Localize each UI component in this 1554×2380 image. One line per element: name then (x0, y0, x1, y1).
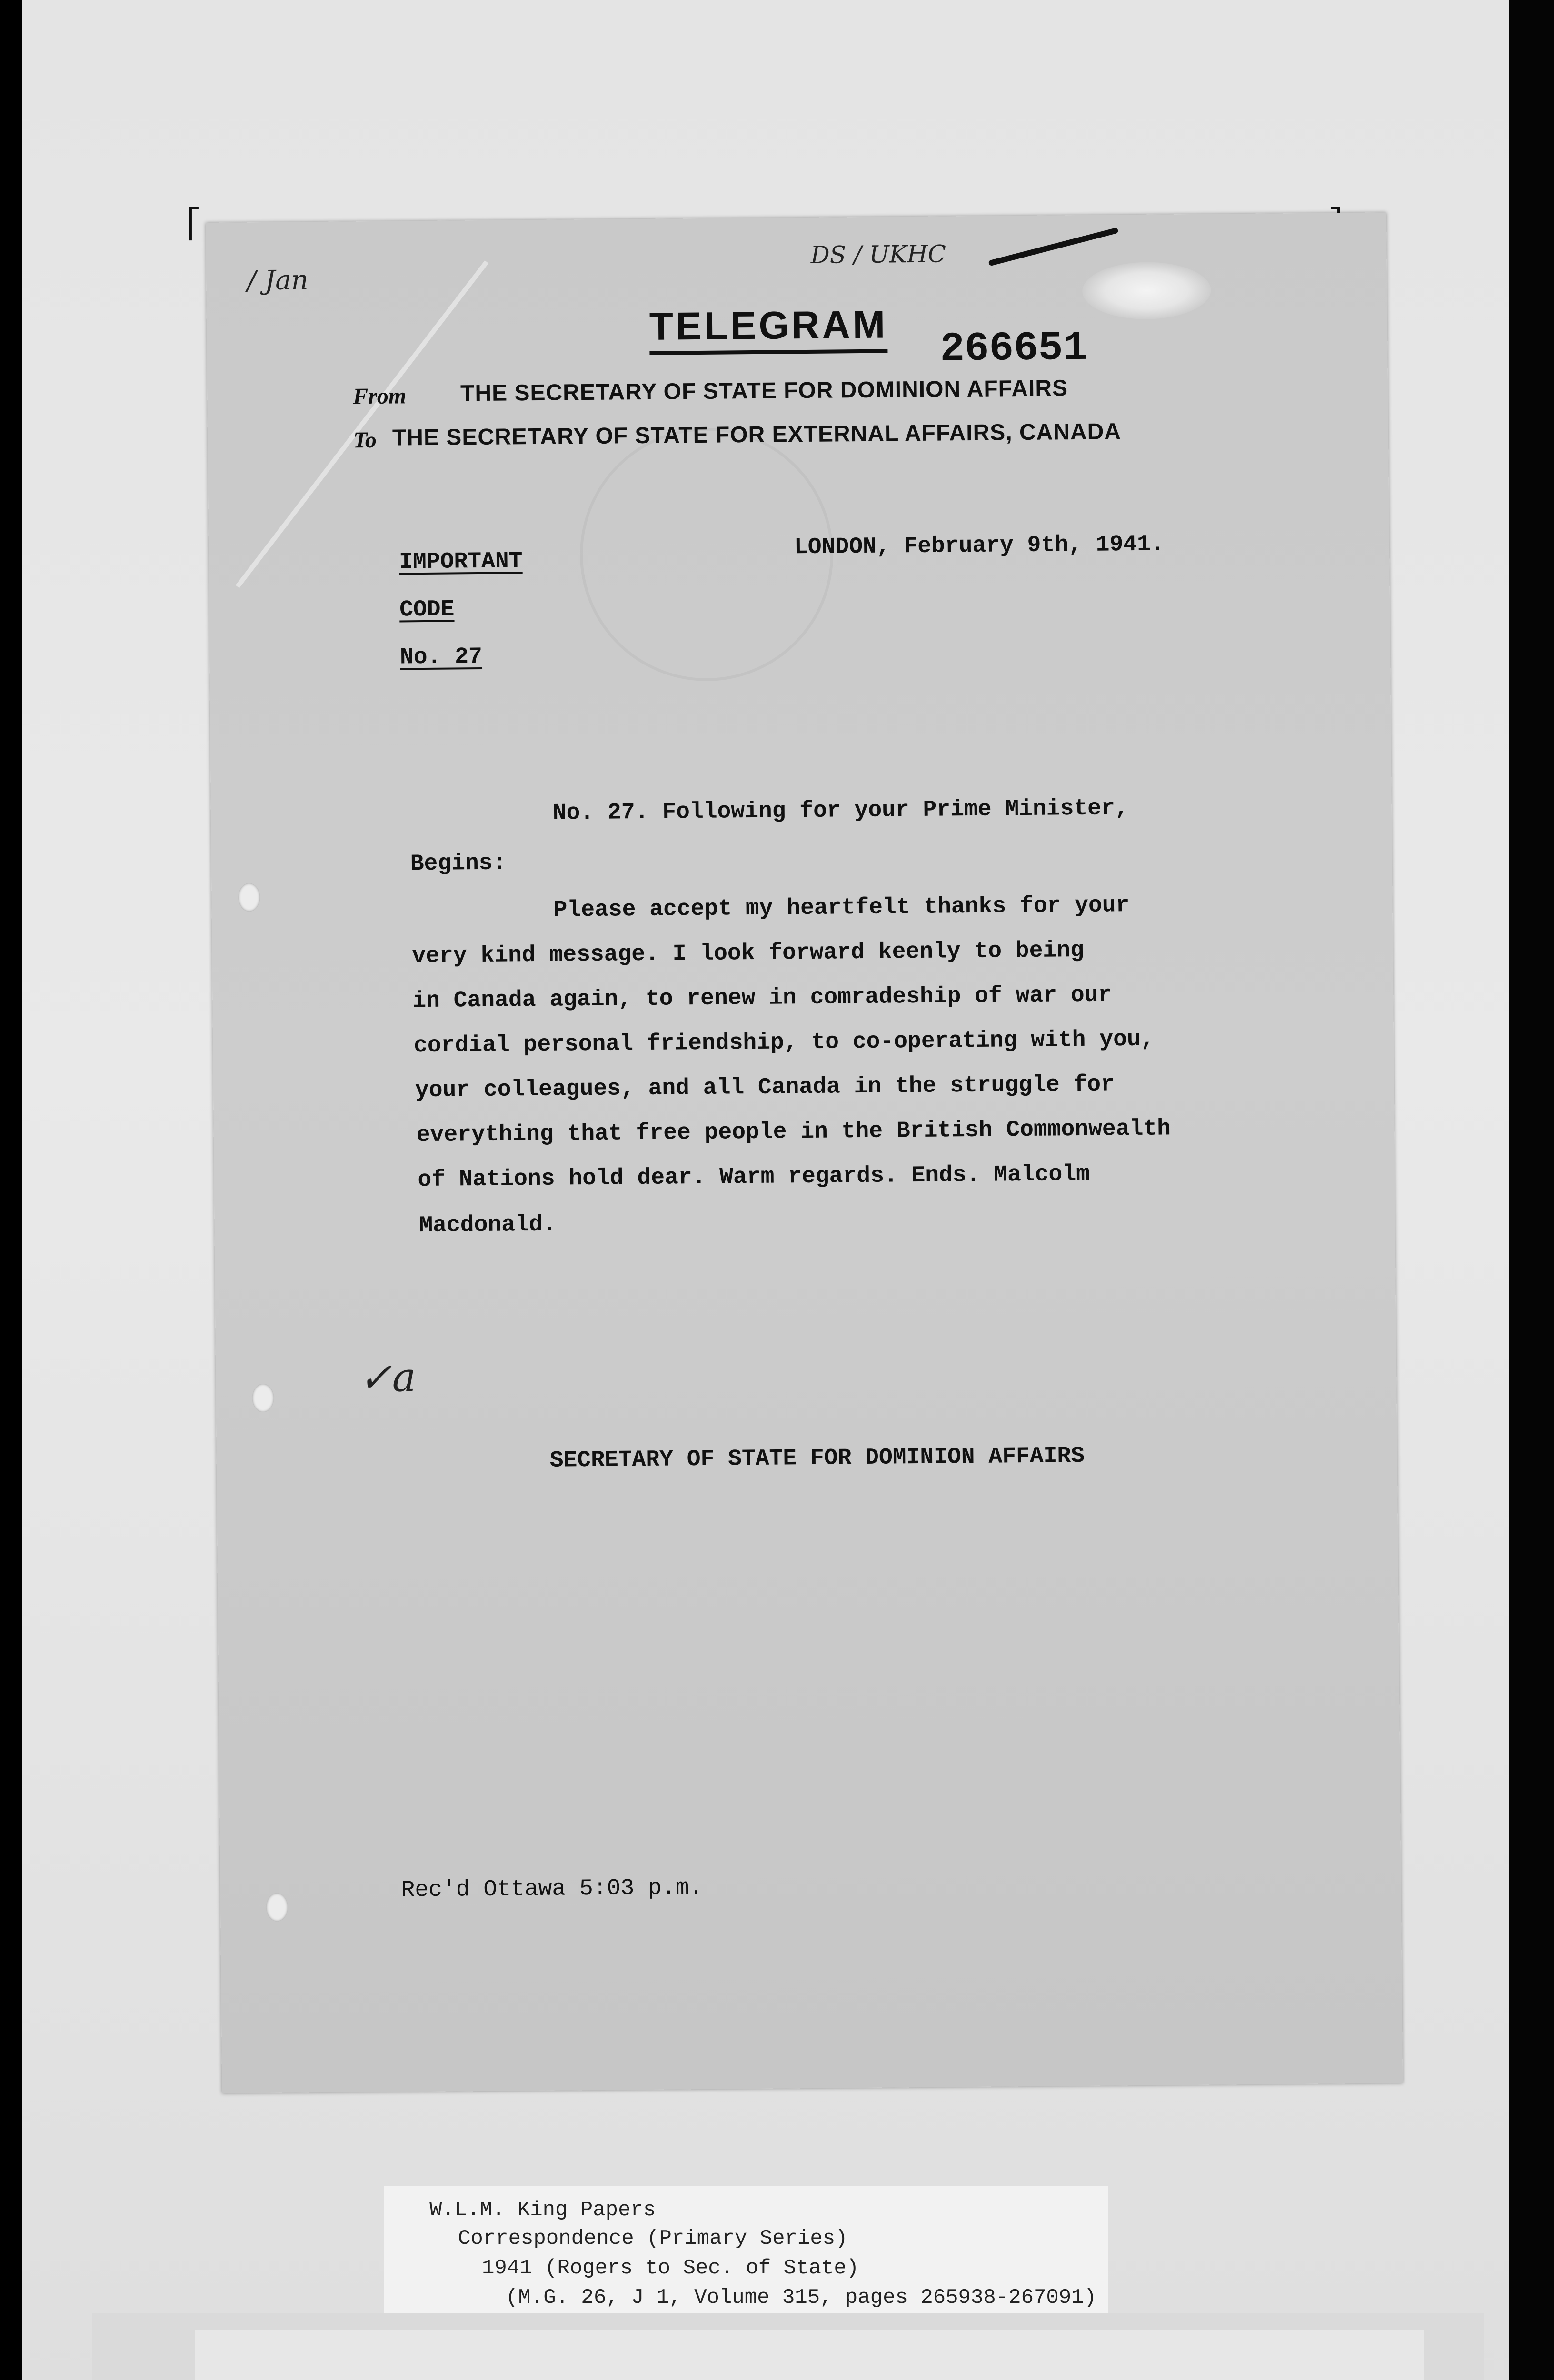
telegram-number: No. 27 (399, 644, 483, 671)
punch-hole (266, 1893, 289, 1922)
body-line: No. 27. Following for your Prime Minister, (552, 795, 1129, 826)
telegram-title: TELEGRAM (649, 303, 888, 355)
body-line: of Nations hold dear. Warm regards. Ends. Malcolm (418, 1161, 1090, 1193)
catalogue-line: (M.G. 26, J 1, Volume 315, pages 265938-267091) (506, 2286, 1097, 2310)
corner-mark-left: ⎡ (187, 207, 201, 240)
from-text: THE SECRETARY OF STATE FOR DOMINION AFFAIRS (460, 376, 1068, 407)
pen-strike (988, 228, 1118, 267)
signature-line: SECRETARY OF STATE FOR DOMINION AFFAIRS (549, 1443, 1085, 1474)
body-line: Please accept my heartfelt thanks for your (553, 892, 1130, 923)
body-line: cordial personal friendship, to co-operating with you, (413, 1026, 1155, 1059)
to-text: THE SECRETARY OF STATE FOR EXTERNAL AFFAIRS, CANADA (392, 419, 1122, 451)
handwritten-file-code: DS / UKHC (810, 240, 946, 269)
punch-hole (252, 1384, 274, 1412)
body-line: in Canada again, to renew in comradeship of war our (412, 982, 1112, 1014)
body-line: Macdonald. (419, 1211, 557, 1239)
priority-label: IMPORTANT (399, 548, 523, 575)
catalogue-line: W.L.M. King Papers (429, 2198, 656, 2222)
to-label: To (353, 427, 377, 453)
body-line: your colleagues, and all Canada in the struggle for (415, 1071, 1115, 1104)
body-line: everything that free people in the British Commonwealth (416, 1116, 1171, 1149)
handwritten-check-mark: ✓a (358, 1354, 417, 1401)
mode-label: CODE (399, 596, 455, 623)
body-line: Begins: (410, 850, 507, 877)
telegram-sheet (206, 212, 1403, 2093)
catalogue-label (384, 2186, 1108, 2329)
punch-hole (238, 883, 260, 912)
received-time: Rec'd Ottawa 5:03 p.m. (401, 1875, 703, 1904)
handwritten-note-top-left: / Jan (247, 265, 309, 297)
from-label: From (352, 383, 407, 409)
catalogue-line: 1941 (Rogers to Sec. of State) (482, 2256, 859, 2280)
body-line: very kind message. I look forward keenly to being (412, 937, 1085, 970)
erasure-smudge (1082, 262, 1211, 320)
board-edge-shadow (1509, 0, 1554, 2380)
place-date: LONDON, February 9th, 1941. (794, 531, 1165, 561)
serial-number: 266651 (939, 324, 1088, 373)
catalogue-line: Correspondence (Primary Series) (458, 2227, 848, 2251)
archives-stamp (195, 2330, 1424, 2380)
